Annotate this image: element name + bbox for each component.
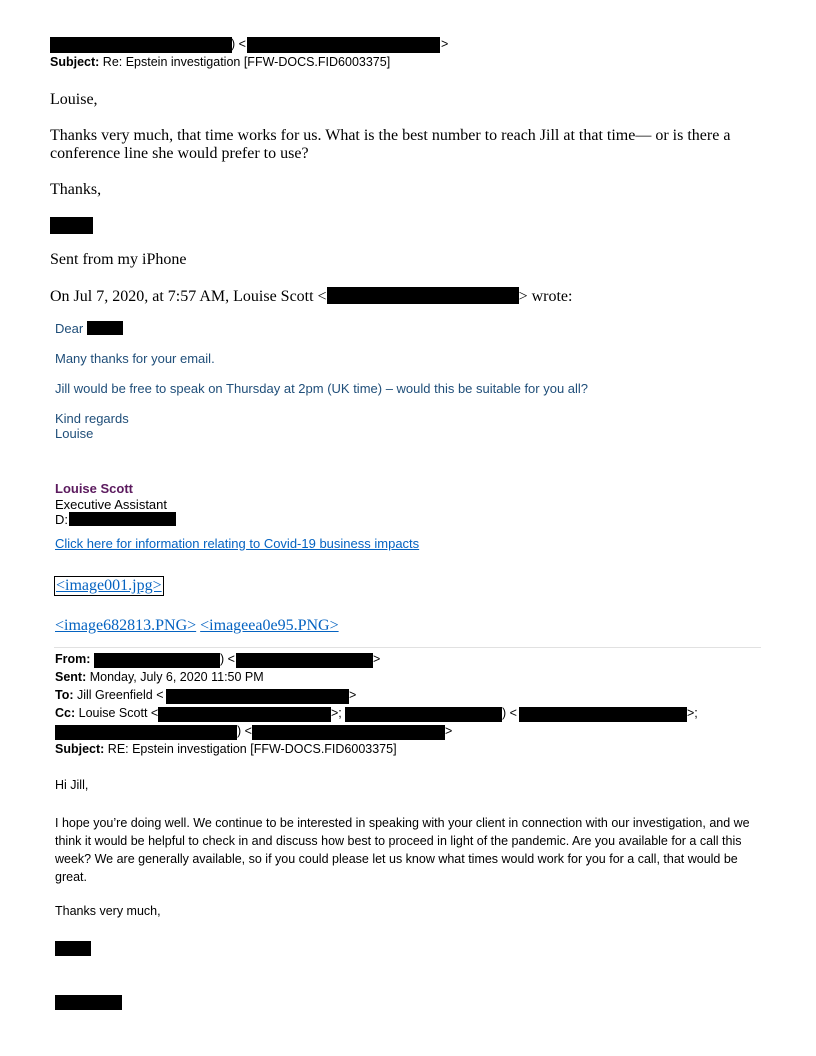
redaction-block (69, 512, 176, 526)
quoted-dear (55, 321, 83, 336)
to-value: Jill Greenfield < (73, 688, 164, 702)
wrote-prefix: On Jul 7, 2020, at 7:57 AM, Louise Scott < (50, 288, 327, 305)
covid-info-link[interactable]: Click here for information relating to Covid-19 business impacts (55, 536, 420, 551)
from-separator: > (373, 652, 381, 666)
sent-from-line: Sent from my iPhone (50, 251, 187, 268)
image-attachments (55, 617, 339, 635)
reply-greeting: Louise, (50, 91, 98, 108)
to-line (55, 688, 164, 702)
redaction-block (158, 707, 331, 722)
cc-separator: >; (687, 706, 698, 720)
image001-attachment[interactable]: <image001.jpg> (56, 577, 162, 594)
cc-separator: >; (331, 706, 342, 720)
cc-separator: ) < (502, 706, 517, 720)
from-line (55, 652, 90, 666)
from-separator: ) < (220, 652, 235, 666)
sent-label: Sent: (55, 670, 87, 684)
signature-title: Executive Assistant (55, 497, 167, 512)
wrote-line (50, 287, 572, 306)
quoted-regards: Kind regards (55, 411, 129, 426)
quoted-sign: Louise (55, 426, 94, 441)
redaction-block (55, 941, 91, 956)
quoted-line-2: Jill would be free to speak on Thursday at 2pm (UK time) – would this be suitable for you all? (55, 381, 589, 396)
to-separator: > (349, 688, 357, 702)
signature-name: Louise Scott (55, 481, 134, 496)
redaction-inline (327, 287, 519, 304)
top-subject-line (50, 55, 390, 69)
redaction-block (55, 995, 122, 1010)
cc-line (55, 706, 158, 720)
redaction-block (252, 725, 445, 740)
redaction-block (166, 689, 349, 704)
signature-direct-label: D: (55, 512, 68, 527)
orig-subject-line (55, 742, 397, 756)
subject-label: Subject: (55, 742, 105, 756)
subject-value: Re: Epstein investigation [FFW-DOCS.FID6003375] (99, 55, 391, 69)
redaction-block (87, 321, 123, 335)
subject-label: Subject: (50, 55, 100, 69)
cc-separator: > (445, 724, 453, 738)
redaction-block (50, 217, 93, 234)
imageea0e95-attachment[interactable]: <imageea0e95.PNG> (200, 617, 339, 634)
quoted-line-1: Many thanks for your email. (55, 351, 215, 366)
sent-line (55, 670, 264, 684)
redaction-block (519, 707, 687, 722)
orig-paragraph: I hope you’re doing well. We continue to be interested in speaking with your client in connection with our investigation, and we think it would be helpful to check in and discuss how best to proceed in light of the pandemic. Are you available for a call this week? We are generally available, so if you could please let us know what times would work for you for a call, that would be great. (55, 816, 750, 884)
image682813-attachment[interactable]: <image682813.PNG> (55, 617, 197, 634)
sent-value: Monday, July 6, 2020 11:50 PM (86, 670, 264, 684)
orig-greeting: Hi Jill, (55, 778, 89, 792)
cc-label: Cc: (55, 706, 76, 720)
cc-value: Louise Scott < (75, 706, 159, 720)
wrote-suffix: > wrote: (518, 288, 573, 305)
redaction-block (247, 37, 440, 53)
from-label: From: (55, 652, 91, 666)
redaction-block (345, 707, 502, 722)
redaction-block (55, 725, 237, 740)
to-label: To: (55, 688, 74, 702)
orig-closing: Thanks very much, (55, 904, 161, 918)
subject-value: RE: Epstein investigation [FFW-DOCS.FID6003375] (104, 742, 397, 756)
message-divider (54, 647, 761, 648)
redaction-block (236, 653, 373, 668)
redaction-block (94, 653, 220, 668)
reply-closing: Thanks, (50, 181, 102, 198)
dear-text: Dear (55, 321, 84, 336)
cc-separator: ) < (237, 724, 252, 738)
header-separator: > (441, 37, 449, 51)
header-separator: ) < (231, 37, 246, 51)
reply-body: Thanks very much, that time works for us. What is the best number to reach Jill at that time— or is there a conference line she would prefer to use? (50, 127, 731, 162)
redaction-block (50, 37, 232, 53)
